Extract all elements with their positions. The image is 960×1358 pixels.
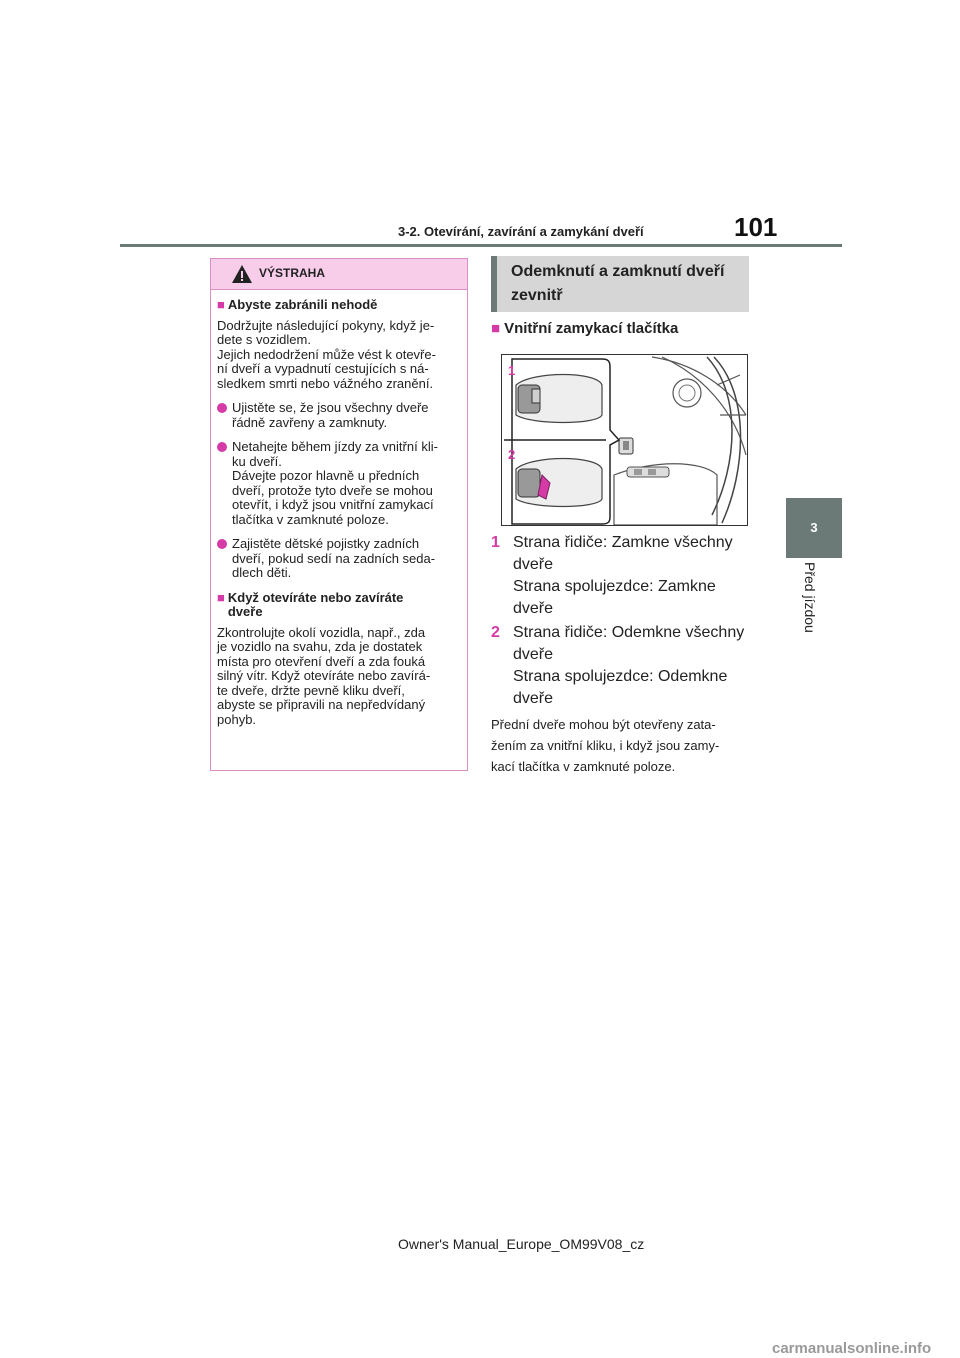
- chapter-tab[interactable]: 3: [786, 498, 842, 558]
- warning-header: [211, 259, 467, 290]
- square-bullet-icon: ■: [491, 320, 501, 337]
- list-item: 2 Strana řidiče: Odemkne všechny dveře Strana spolujezdce: Odemkne dveře: [491, 622, 753, 710]
- chapter-title: Před jízdou: [802, 562, 818, 633]
- warning-body: [211, 290, 467, 727]
- section-title: Odemknutí a zamknutí dveří zevnitř: [491, 256, 749, 312]
- round-bullet-icon: [217, 539, 227, 549]
- section-header: 3-2. Otevírání, zavírání a zamykání dveří: [398, 224, 644, 239]
- list-item: 1 Strana řidiče: Zamkne všechny dveře Strana spolujezdce: Zamkne dveře: [491, 532, 753, 620]
- note-paragraph: Přední dveře mohou být otevřeny zata- žením za vnitřní kliku, i když jsou zamy- kací tlačítka v zamknuté poloze.: [491, 717, 720, 774]
- warning-bullet-1: Ujistěte se, že jsou všechny dveře řádně zavřeny a zamknuty.: [217, 401, 459, 430]
- item-number: 1: [491, 534, 500, 551]
- door-lock-illustration: [502, 355, 747, 525]
- subheading: ■ Vnitřní zamykací tlačítka: [491, 320, 679, 337]
- door-lock-figure: [501, 354, 748, 526]
- warning-bullet-2: Netahejte během jízdy za vnitřní kli- ku dveří. Dávejte pozor hlavně u předních dveří, protože tyto dveře se mohou otevřít, i když jsou vnitřní zamykací tlačítka v zamknuté poloze.: [217, 440, 459, 527]
- page-number: 101: [734, 212, 778, 242]
- watermark: carmanualsonline.info: [772, 1340, 932, 1357]
- warning-paragraph-1: Dodržujte následující pokyny, když je- dete s vozidlem. Jejich nedodržení může vést k otevře- ní dveří a vypadnutí cestujících s ná- sledkem smrti nebo vážného zranění.: [217, 317, 436, 391]
- warning-paragraph-2: Zkontrolujte okolí vozidla, např., zda je vozidlo na svahu, zda je dostatek místa pro otevření dveří a zda fouká silný vítr. Když otevíráte nebo zavírá- te dveře, držte pevně kliku dveří, abyste se připravili na nepředvídaný pohyb.: [217, 624, 431, 727]
- warning-box: [210, 258, 468, 771]
- warning-heading-2: ■ Když otevíráte nebo zavíráte dveře: [217, 589, 404, 619]
- square-bullet-icon: ■: [217, 589, 225, 605]
- figure-label-2: 2: [508, 447, 516, 462]
- warning-title: VÝSTRAHA: [259, 266, 326, 280]
- square-bullet-icon: ■: [217, 297, 225, 312]
- round-bullet-icon: [217, 403, 227, 413]
- item-number: 2: [491, 624, 500, 641]
- round-bullet-icon: [217, 442, 227, 452]
- warning-triangle-icon: [231, 264, 253, 284]
- warning-bullet-3: Zajistěte dětské pojistky zadních dveří, pokud sedí na zadních seda- dlech děti.: [217, 537, 459, 581]
- warning-heading-1: ■ Abyste zabránili nehodě: [217, 297, 378, 312]
- header-rule: [120, 244, 842, 247]
- numbered-items: [491, 532, 753, 712]
- footer-text: Owner's Manual_Europe_OM99V08_cz: [398, 1236, 645, 1252]
- figure-label-1: 1: [508, 363, 516, 378]
